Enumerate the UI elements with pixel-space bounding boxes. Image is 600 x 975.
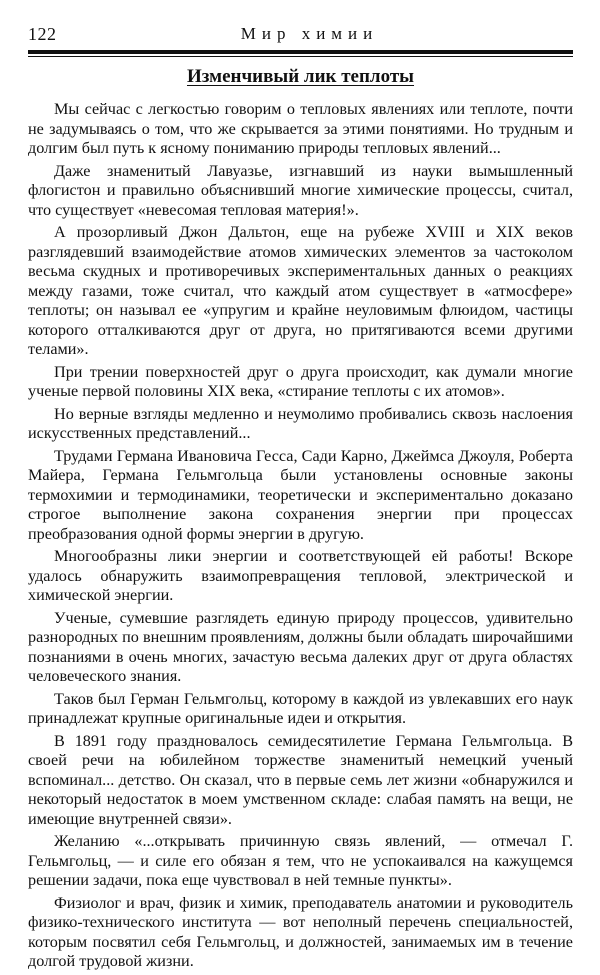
article-body — [28, 100, 573, 975]
page-number: 122 — [28, 24, 57, 44]
paragraph: Даже знаменитый Лавуазье, изгнавший из науки вымышленный флогистон и правильно объяснивший многие химические процессы, считал, что существует «невесомая тепловая материя!». — [28, 161, 573, 219]
paragraph: Ученые, сумевшие разглядеть единую природу процессов, удивительно разнородных по внешним проявлениям, должны были обладать широчайшими познаниями в очень многих, зачастую весьма далеких друг от друга областях человеческого знания. — [28, 608, 573, 685]
paragraph: Желанию «...открывать причинную связь явлений, — отмечал Г. Гельмгольц, — и силе его обязан я тем, что не успокаивался на кажущемся решении задачи, пока еще чувствовал в ней темные пункты». — [28, 832, 573, 889]
paragraph: При трении поверхностей друг о друга происходит, как думали многие ученые первой половины XIX века, «стирание теплоты с их атомов». — [28, 362, 573, 400]
paragraph: А прозорливый Джон Дальтон, еще на рубеже XVIII и XIX веков разглядевший взаимодействие атомов химических элементов за частоколом весьма скудных и противоречивых экспериментальных данных о реакциях между газами, тоже считал, что каждый атом существует в «атмосфере» теплоты; он называл ее «упругим и крайне неуловимым флюидом, частицы которого отталкиваются друг от друга, но притягиваются всеми другими телами». — [28, 223, 573, 358]
paragraph: В 1891 году праздновалось семидесятилетие Германа Гельмгольца. В своей речи на юбилейном торжестве знаменитый немецкий ученый вспоминал... детство. Он сказал, что в первые семь лет жизни «обнаружился и некоторый недостаток в моем умственном складе: слабая память на вещи, не имеющие внутренней связи». — [28, 731, 573, 828]
page-header — [28, 22, 573, 46]
article-title-text: Изменчивый лик теплоты — [186, 66, 415, 87]
paragraph: Физиолог и врач, физик и химик, преподаватель анатомии и руководитель физико-технического института — вот неполный перечень специальностей, которым посвятил себя Гельмгольц, и должностей, занимаемых им в течение долгой трудовой жизни. — [28, 893, 573, 970]
running-title: Мир химии — [240, 24, 379, 43]
article-title — [28, 66, 573, 88]
header-rule-thick — [28, 50, 573, 54]
paragraph: Мы сейчас с легкостью говорим о тепловых явлениях или теплоте, почти не задумываясь о том, что же скрывается за этими понятиями. Но трудным и долгим был путь к ясному пониманию природы тепловых явлений... — [28, 100, 573, 157]
paragraph: Но верные взгляды медленно и неумолимо пробивались сквозь наслоения искусственных представлений... — [28, 404, 573, 442]
paragraph: Таков был Герман Гельмгольц, которому в каждой из увлекавших его наук принадлежат крупные оригинальные идеи и открытия. — [28, 689, 573, 727]
header-rule-thin — [28, 56, 573, 57]
paragraph: Трудами Германа Ивановича Гесса, Сади Карно, Джеймса Джоуля, Роберта Майера, Германа Гельмгольца были установлены основные законы термохимии и термодинамики, теоретически и экспериментально доказано строгое выполнение закона сохранения энергии при процессах преобразования одной формы энергии в другую. — [28, 446, 573, 543]
paragraph: Многообразны лики энергии и соответствующей ей работы! Вскоре удалось обнаружить взаимопревращения тепловой, электрической и химической энергии. — [28, 547, 573, 604]
